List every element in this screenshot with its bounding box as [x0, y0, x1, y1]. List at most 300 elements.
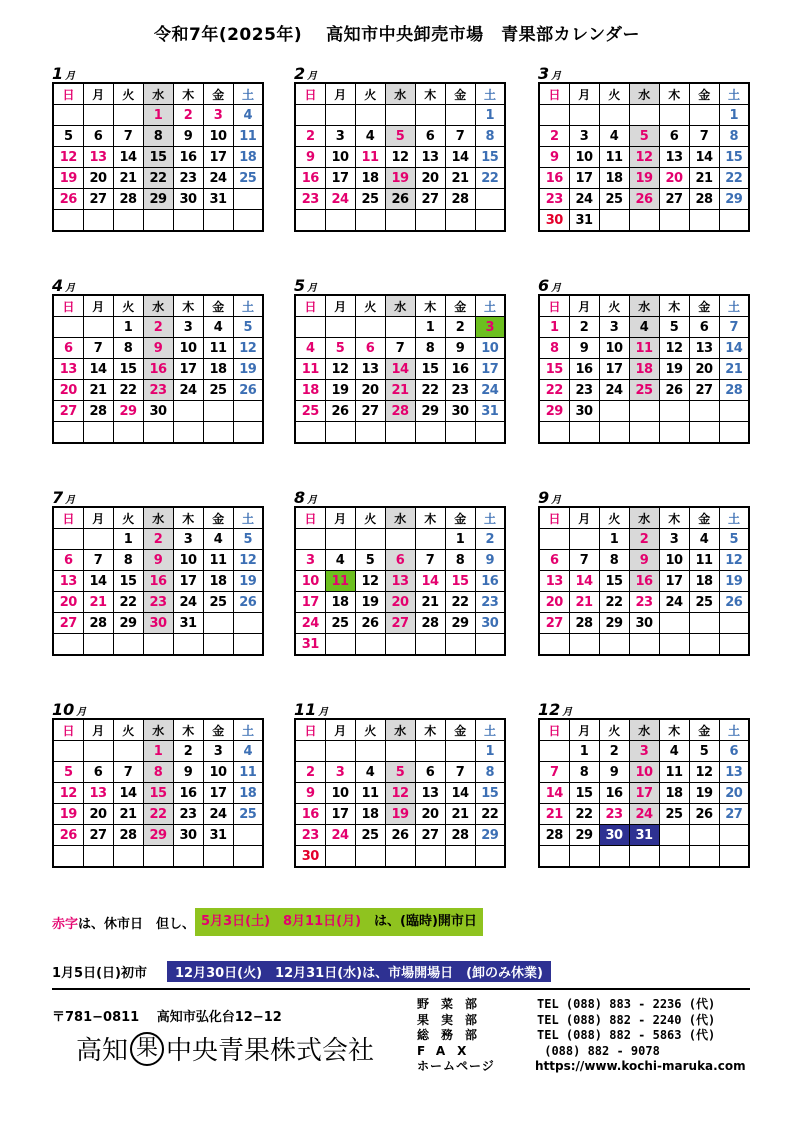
- day-cell: 7: [539, 762, 569, 783]
- weekday-header: 土: [475, 83, 505, 105]
- day-cell: 18: [233, 783, 263, 804]
- weekday-header: 金: [689, 507, 719, 529]
- week-row: [295, 317, 505, 338]
- weekday-header: 水: [143, 719, 173, 741]
- empty-cell: [113, 422, 143, 444]
- day-cell: 24: [295, 613, 325, 634]
- week-row: [295, 846, 505, 868]
- weekday-header: 日: [539, 719, 569, 741]
- company-name-pre: 高知: [76, 1036, 129, 1066]
- weekday-header: 土: [233, 719, 263, 741]
- empty-cell: [445, 846, 475, 868]
- month-unit: 月: [551, 283, 562, 294]
- day-cell: 2: [295, 762, 325, 783]
- empty-cell: [415, 210, 445, 232]
- day-cell: 7: [689, 126, 719, 147]
- day-cell: 14: [415, 571, 445, 592]
- weekday-header-row: [53, 719, 263, 741]
- empty-cell: [385, 741, 415, 762]
- month-label: [538, 490, 750, 506]
- month-unit: 月: [65, 71, 76, 82]
- day-cell: 15: [569, 783, 599, 804]
- contact-row: [417, 1044, 746, 1060]
- empty-cell: [539, 105, 569, 126]
- day-cell: 29: [569, 825, 599, 846]
- day-cell: 20: [53, 380, 83, 401]
- month-label: [538, 702, 750, 718]
- weekday-header: 火: [355, 719, 385, 741]
- day-cell: 19: [689, 783, 719, 804]
- day-cell: 21: [539, 804, 569, 825]
- weekday-header: 土: [233, 507, 263, 529]
- day-cell: 13: [689, 338, 719, 359]
- week-row: [295, 825, 505, 846]
- day-cell: 23: [569, 380, 599, 401]
- address: 〒781−0811 高知市弘化台12−12: [52, 1010, 282, 1025]
- day-cell: 14: [83, 571, 113, 592]
- day-cell: 2: [173, 105, 203, 126]
- empty-cell: [233, 189, 263, 210]
- month-8: [294, 490, 506, 656]
- weekday-header: 日: [53, 507, 83, 529]
- empty-cell: [325, 741, 355, 762]
- day-cell: 7: [83, 338, 113, 359]
- day-cell: 12: [233, 550, 263, 571]
- day-cell: 17: [173, 571, 203, 592]
- day-cell: 11: [689, 550, 719, 571]
- weekday-header: 水: [385, 295, 415, 317]
- day-cell: 31: [295, 634, 325, 656]
- day-cell: 27: [415, 189, 445, 210]
- day-cell: 3: [203, 105, 233, 126]
- empty-cell: [203, 846, 233, 868]
- day-cell: 2: [475, 529, 505, 550]
- day-cell: 10: [569, 147, 599, 168]
- day-cell: 20: [355, 380, 385, 401]
- day-cell: 24: [475, 380, 505, 401]
- weekday-header: 月: [569, 507, 599, 529]
- day-cell: 11: [233, 126, 263, 147]
- day-cell: 31: [203, 825, 233, 846]
- empty-cell: [569, 846, 599, 868]
- day-cell: 15: [475, 783, 505, 804]
- day-cell: 6: [83, 126, 113, 147]
- day-cell: 9: [295, 783, 325, 804]
- weekday-header: 金: [203, 719, 233, 741]
- weekday-header: 月: [83, 295, 113, 317]
- day-cell: 15: [475, 147, 505, 168]
- empty-cell: [83, 529, 113, 550]
- week-row: [53, 783, 263, 804]
- day-cell: 19: [659, 359, 689, 380]
- empty-cell: [689, 210, 719, 232]
- day-cell: 4: [355, 126, 385, 147]
- day-cell: 14: [569, 571, 599, 592]
- empty-cell: [659, 401, 689, 422]
- empty-cell: [569, 422, 599, 444]
- day-cell: 4: [689, 529, 719, 550]
- empty-cell: [53, 105, 83, 126]
- month-unit: 月: [65, 283, 76, 294]
- day-cell: 5: [53, 126, 83, 147]
- empty-cell: [385, 210, 415, 232]
- week-row: [53, 634, 263, 656]
- day-cell: 15: [539, 359, 569, 380]
- week-row: [539, 529, 749, 550]
- day-cell: 3: [629, 741, 659, 762]
- day-cell: 11: [295, 359, 325, 380]
- day-cell: 11: [599, 147, 629, 168]
- weekday-header: 土: [475, 507, 505, 529]
- day-cell: 1: [475, 105, 505, 126]
- weekday-header: 日: [295, 83, 325, 105]
- empty-cell: [173, 846, 203, 868]
- month-unit: 月: [551, 71, 562, 82]
- footer-divider: [52, 988, 750, 990]
- contact-list: [417, 997, 746, 1075]
- week-row: [295, 189, 505, 210]
- day-cell: 3: [173, 317, 203, 338]
- empty-cell: [689, 105, 719, 126]
- contact-row: [417, 1028, 746, 1044]
- empty-cell: [659, 613, 689, 634]
- day-cell: 10: [599, 338, 629, 359]
- week-row: [295, 592, 505, 613]
- day-cell: 2: [445, 317, 475, 338]
- weekday-header-row: [295, 295, 505, 317]
- day-cell: 28: [569, 613, 599, 634]
- empty-cell: [295, 210, 325, 232]
- empty-cell: [385, 634, 415, 656]
- month-6: [538, 278, 750, 444]
- day-cell: 18: [203, 359, 233, 380]
- day-cell: 16: [629, 571, 659, 592]
- day-cell: 10: [203, 762, 233, 783]
- contact-label: 果実部: [417, 1012, 490, 1027]
- day-cell: 26: [233, 592, 263, 613]
- weekday-header: 日: [53, 295, 83, 317]
- week-row: [295, 401, 505, 422]
- day-cell: 17: [325, 804, 355, 825]
- empty-cell: [113, 105, 143, 126]
- day-cell: 2: [629, 529, 659, 550]
- day-cell: 12: [659, 338, 689, 359]
- empty-cell: [203, 401, 233, 422]
- day-cell: 14: [445, 147, 475, 168]
- empty-cell: [445, 422, 475, 444]
- day-cell: 15: [143, 783, 173, 804]
- weekday-header: 土: [475, 295, 505, 317]
- day-cell: 27: [53, 401, 83, 422]
- empty-cell: [295, 529, 325, 550]
- day-cell: 1: [719, 105, 749, 126]
- day-cell: 17: [659, 571, 689, 592]
- empty-cell: [629, 210, 659, 232]
- day-cell: 14: [113, 783, 143, 804]
- week-row: [539, 592, 749, 613]
- day-cell: 5: [385, 126, 415, 147]
- weekday-header: 日: [53, 719, 83, 741]
- month-number: 11: [294, 700, 317, 719]
- month-5: [294, 278, 506, 444]
- day-cell: 20: [83, 804, 113, 825]
- day-cell: 25: [233, 804, 263, 825]
- day-cell: 6: [659, 126, 689, 147]
- empty-cell: [53, 634, 83, 656]
- day-cell: 14: [385, 359, 415, 380]
- weekday-header-row: [539, 507, 749, 529]
- day-cell: 19: [719, 571, 749, 592]
- empty-cell: [53, 529, 83, 550]
- day-cell: 17: [569, 168, 599, 189]
- month-unit: 月: [65, 495, 76, 506]
- weekday-header: 水: [629, 507, 659, 529]
- month-label: [52, 278, 264, 294]
- empty-cell: [475, 634, 505, 656]
- day-cell: 8: [415, 338, 445, 359]
- day-cell: 18: [355, 804, 385, 825]
- day-cell: 18: [355, 168, 385, 189]
- contact-value: (088) 882 - 9078: [537, 1043, 660, 1058]
- holiday-note: [52, 908, 483, 936]
- day-cell: 25: [233, 168, 263, 189]
- day-cell: 4: [203, 529, 233, 550]
- day-cell: 16: [295, 168, 325, 189]
- day-cell: 14: [719, 338, 749, 359]
- day-cell: 5: [233, 317, 263, 338]
- weekday-header: 土: [719, 507, 749, 529]
- empty-cell: [689, 613, 719, 634]
- month-table: [538, 718, 750, 868]
- day-cell: 28: [113, 189, 143, 210]
- empty-cell: [719, 401, 749, 422]
- day-cell: 1: [143, 105, 173, 126]
- day-cell: 2: [173, 741, 203, 762]
- weekday-header: 月: [569, 719, 599, 741]
- day-cell: 21: [83, 592, 113, 613]
- day-cell: 30: [143, 613, 173, 634]
- day-cell: 21: [445, 168, 475, 189]
- empty-cell: [415, 634, 445, 656]
- day-cell: 5: [385, 762, 415, 783]
- empty-cell: [355, 529, 385, 550]
- day-cell: 12: [629, 147, 659, 168]
- empty-cell: [689, 846, 719, 868]
- day-cell: 26: [719, 592, 749, 613]
- red-text-label: 赤字: [52, 916, 79, 932]
- week-row: [539, 380, 749, 401]
- day-cell: 30: [173, 825, 203, 846]
- empty-cell: [599, 634, 629, 656]
- day-cell: 23: [475, 592, 505, 613]
- empty-cell: [233, 825, 263, 846]
- empty-cell: [445, 741, 475, 762]
- weekday-header-row: [539, 719, 749, 741]
- day-cell: 18: [295, 380, 325, 401]
- empty-cell: [659, 825, 689, 846]
- day-cell: 5: [233, 529, 263, 550]
- weekday-header: 水: [385, 719, 415, 741]
- day-cell: 17: [599, 359, 629, 380]
- month-label: [294, 702, 506, 718]
- week-row: [539, 571, 749, 592]
- week-row: [539, 550, 749, 571]
- day-cell: 29: [415, 401, 445, 422]
- week-row: [539, 105, 749, 126]
- empty-cell: [659, 634, 689, 656]
- empty-cell: [355, 317, 385, 338]
- empty-cell: [539, 634, 569, 656]
- day-cell: 31: [629, 825, 659, 846]
- empty-cell: [719, 613, 749, 634]
- empty-cell: [719, 210, 749, 232]
- day-cell: 23: [173, 168, 203, 189]
- day-cell: 6: [385, 550, 415, 571]
- day-cell: 7: [719, 317, 749, 338]
- empty-cell: [629, 634, 659, 656]
- weekday-header: 金: [445, 295, 475, 317]
- day-cell: 8: [475, 762, 505, 783]
- weekday-header: 木: [173, 719, 203, 741]
- day-cell: 5: [659, 317, 689, 338]
- day-cell: 9: [143, 550, 173, 571]
- day-cell: 27: [659, 189, 689, 210]
- day-cell: 8: [475, 126, 505, 147]
- empty-cell: [569, 529, 599, 550]
- empty-cell: [295, 317, 325, 338]
- day-cell: 28: [689, 189, 719, 210]
- weekday-header: 月: [325, 83, 355, 105]
- empty-cell: [445, 210, 475, 232]
- day-cell: 18: [325, 592, 355, 613]
- empty-cell: [355, 210, 385, 232]
- day-cell: 19: [53, 804, 83, 825]
- empty-cell: [689, 634, 719, 656]
- month-4: [52, 278, 264, 444]
- day-cell: 20: [415, 804, 445, 825]
- note-text: は、休市日 但し、: [78, 916, 196, 932]
- empty-cell: [475, 422, 505, 444]
- day-cell: 4: [325, 550, 355, 571]
- month-label: [538, 66, 750, 82]
- day-cell: 23: [143, 380, 173, 401]
- day-cell: 8: [143, 126, 173, 147]
- day-cell: 13: [83, 783, 113, 804]
- empty-cell: [203, 613, 233, 634]
- day-cell: 25: [355, 825, 385, 846]
- week-row: [539, 401, 749, 422]
- weekday-header-row: [53, 295, 263, 317]
- month-number: 5: [294, 276, 306, 295]
- day-cell: 8: [719, 126, 749, 147]
- day-cell: 15: [445, 571, 475, 592]
- empty-cell: [143, 634, 173, 656]
- day-cell: 24: [325, 189, 355, 210]
- day-cell: 25: [659, 804, 689, 825]
- day-cell: 11: [355, 783, 385, 804]
- week-row: [295, 804, 505, 825]
- week-row: [539, 210, 749, 232]
- day-cell: 27: [83, 189, 113, 210]
- month-2: [294, 66, 506, 232]
- day-cell: 19: [233, 571, 263, 592]
- week-row: [295, 613, 505, 634]
- day-cell: 4: [629, 317, 659, 338]
- day-cell: 1: [599, 529, 629, 550]
- month-label: [52, 702, 264, 718]
- month-number: 4: [52, 276, 64, 295]
- empty-cell: [415, 529, 445, 550]
- day-cell: 3: [569, 126, 599, 147]
- day-cell: 8: [143, 762, 173, 783]
- day-cell: 4: [233, 105, 263, 126]
- day-cell: 28: [415, 613, 445, 634]
- month-table: [52, 718, 264, 868]
- company-name: [76, 1030, 374, 1067]
- empty-cell: [445, 105, 475, 126]
- week-row: [539, 422, 749, 444]
- month-unit: 月: [551, 495, 562, 506]
- week-row: [53, 126, 263, 147]
- week-row: [53, 189, 263, 210]
- weekday-header: 金: [445, 719, 475, 741]
- weekday-header: 木: [173, 507, 203, 529]
- day-cell: 15: [415, 359, 445, 380]
- month-unit: 月: [76, 707, 87, 718]
- calendar-title: 令和7年(2025年) 高知市中央卸売市場 青果部カレンダー: [154, 25, 640, 45]
- day-cell: 13: [53, 359, 83, 380]
- day-cell: 1: [113, 529, 143, 550]
- day-cell: 1: [539, 317, 569, 338]
- day-cell: 18: [689, 571, 719, 592]
- month-unit: 月: [307, 283, 318, 294]
- day-cell: 26: [53, 189, 83, 210]
- month-label: [294, 490, 506, 506]
- month-number: 8: [294, 488, 306, 507]
- weekday-header: 水: [629, 719, 659, 741]
- day-cell: 19: [53, 168, 83, 189]
- empty-cell: [203, 422, 233, 444]
- empty-cell: [143, 846, 173, 868]
- empty-cell: [173, 210, 203, 232]
- weekday-header: 水: [143, 83, 173, 105]
- month-number: 7: [52, 488, 64, 507]
- day-cell: 12: [53, 147, 83, 168]
- day-cell: 22: [569, 804, 599, 825]
- week-row: [53, 105, 263, 126]
- month-11: [294, 702, 506, 868]
- day-cell: 23: [143, 592, 173, 613]
- day-cell: 22: [539, 380, 569, 401]
- month-label: [538, 278, 750, 294]
- empty-cell: [629, 105, 659, 126]
- day-cell: 28: [445, 189, 475, 210]
- empty-cell: [83, 317, 113, 338]
- day-cell: 27: [415, 825, 445, 846]
- week-row: [53, 147, 263, 168]
- day-cell: 20: [719, 783, 749, 804]
- day-cell: 3: [325, 126, 355, 147]
- day-cell: 29: [539, 401, 569, 422]
- day-cell: 29: [143, 189, 173, 210]
- week-row: [539, 846, 749, 868]
- empty-cell: [719, 846, 749, 868]
- contact-value: TEL (088) 882 - 2240 (代): [537, 1012, 716, 1027]
- day-cell: 15: [719, 147, 749, 168]
- weekday-header: 日: [295, 295, 325, 317]
- day-cell: 30: [539, 210, 569, 232]
- empty-cell: [203, 210, 233, 232]
